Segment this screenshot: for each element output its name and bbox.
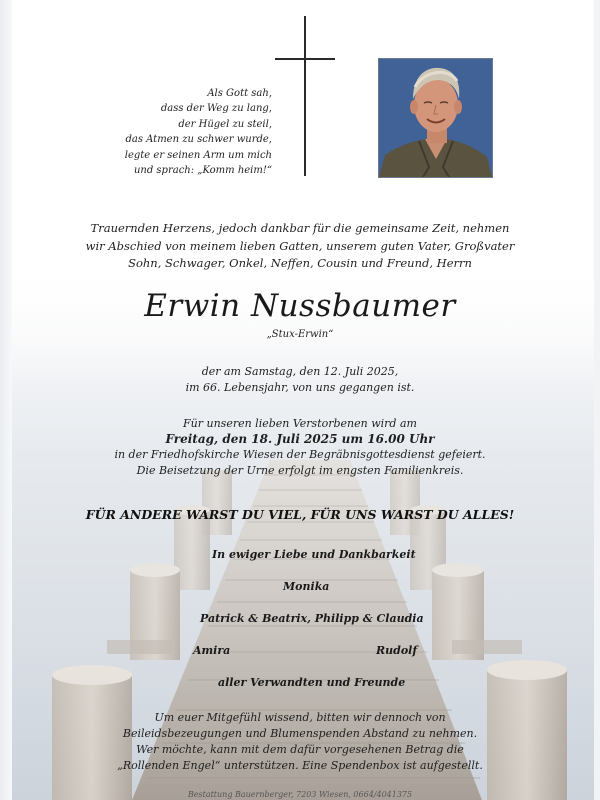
intro-paragraph [80, 220, 520, 273]
service-date-line: Freitag, den 18. Juli 2025 um 16.00 Uhr [165, 431, 435, 446]
death-line: der am Samstag, den 12. Juli 2025, [201, 365, 399, 378]
funeral-home-footer: Bestattung Bauernberger, 7203 Wiesen, 0664/4041375 [187, 790, 413, 799]
cross-vertical-bar [304, 16, 306, 176]
mourner-grandchild: Rudolf [376, 644, 418, 657]
deceased-nickname: „Stux-Erwin“ [266, 329, 334, 340]
deceased-name: Erwin Nussbaumer [144, 288, 456, 324]
poem-line: legte er seinen Arm um mich [124, 149, 272, 161]
mourner-children: Patrick & Beatrix, Philipp & Claudia [200, 612, 424, 625]
intro-line: Sohn, Schwager, Onkel, Neffen, Cousin und Freund, Herrn [128, 256, 472, 270]
scan-edge-left [0, 0, 12, 800]
poem-line: der Hügel zu steil, [178, 118, 272, 130]
service-line: Die Beisetzung der Urne erfolgt im engsten Familienkreis. [136, 463, 464, 477]
closing-paragraph [60, 710, 540, 774]
portrait-photo [378, 58, 493, 178]
closing-line: Wer möchte, kann mit dem dafür vorgesehenen Betrag die [136, 743, 464, 756]
service-details [60, 416, 540, 478]
closing-line: Um euer Mitgefühl wissend, bitten wir dennoch von [154, 711, 446, 724]
poem-line: das Atmen zu schwer wurde, [125, 134, 272, 146]
closing-line: Beileidsbezeugungen und Blumenspenden Abstand zu nehmen. [122, 727, 478, 740]
poem-line: Als Gott sah, [207, 88, 272, 99]
motto: FÜR ANDERE WARST DU VIEL, FÜR UNS WARST DU ALLES! [85, 507, 515, 522]
poem-line: dass der Weg zu lang, [160, 103, 272, 115]
service-line: in der Friedhofskirche Wiesen der Begräbnisgottesdienst gefeiert. [114, 448, 486, 461]
mourner-grandchild: Amira [193, 644, 231, 657]
mourner-relatives: aller Verwandten und Freunde [218, 676, 406, 689]
poem-line: und sprach: „Komm heim!“ [133, 165, 272, 177]
death-line: im 66. Lebensjahr, von uns gegangen ist. [185, 380, 415, 394]
intro-line: wir Abschied von meinem lieben Gatten, unserem guten Vater, Großvater [85, 238, 515, 253]
poem [92, 86, 272, 178]
death-details [60, 364, 540, 395]
mourners-heading: In ewiger Liebe und Dankbarkeit [212, 548, 416, 561]
scan-edge-right [594, 0, 600, 800]
intro-line: Trauernden Herzens, jedoch dankbar für die gemeinsame Zeit, nehmen [90, 221, 510, 235]
mourner-wife: Monika [283, 580, 330, 593]
cross-horizontal-bar [275, 58, 335, 60]
closing-line: „Rollenden Engel“ unterstützen. Eine Spendenbox ist aufgestellt. [117, 759, 483, 772]
service-line: Für unseren lieben Verstorbenen wird am [183, 417, 417, 430]
